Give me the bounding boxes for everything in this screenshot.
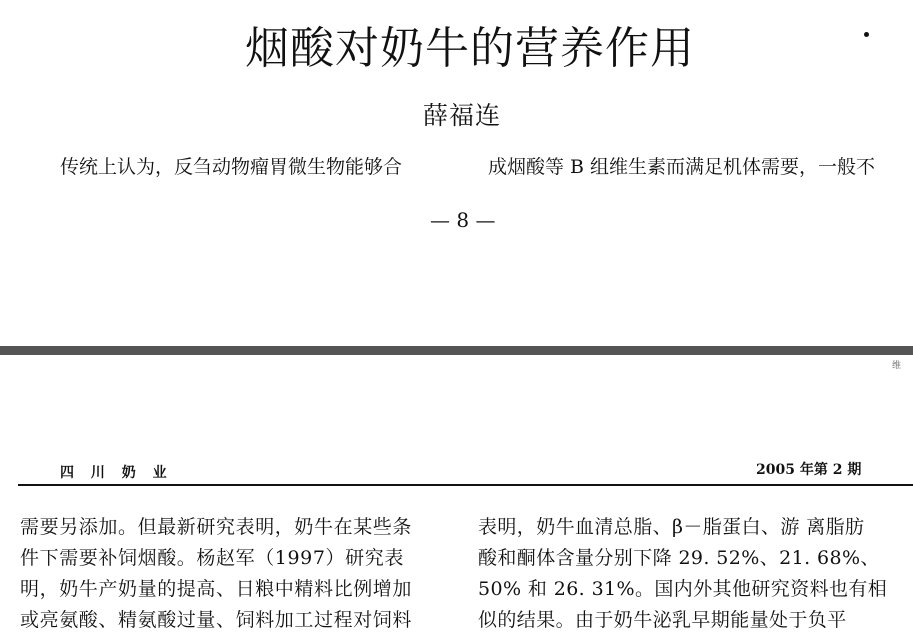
intro-text-right: 成烟酸等 B 组维生素而满足机体需要，一般不 xyxy=(488,156,876,178)
text-line: 50% 和 26. 31%。国内外其他研究资料也有相 xyxy=(478,578,888,600)
body-column-right xyxy=(478,512,887,636)
journal-name: 四 川 奶 业 xyxy=(60,465,173,481)
header-rule xyxy=(18,484,913,486)
author-name: 薛福连 xyxy=(423,101,502,130)
page-number: — 8 — xyxy=(430,208,496,232)
intro-text-left: 传统上认为，反刍动物瘤胃微生物能够合 xyxy=(60,156,403,178)
ink-dot xyxy=(864,32,869,37)
issue-info: 2005 年第 2 期 xyxy=(756,462,862,478)
page-divider xyxy=(0,346,913,355)
text-line: 酸和酮体含量分别下降 29. 52%、21. 68%、 xyxy=(478,547,880,569)
text-line: 表明，奶牛血清总脂、β－脂蛋白、游 离脂肪 xyxy=(478,516,865,538)
text-line: 似的结果。由于奶牛泌乳早期能量处于负平 xyxy=(478,609,847,631)
text-line: 需要另添加。但最新研究表明，奶牛在某些条 xyxy=(20,516,413,538)
text-line: 件下需要补饲烟酸。杨赵军（1997）研究表 xyxy=(20,547,404,569)
text-line: 明，奶牛产奶量的提高、日粮中精料比例增加 xyxy=(20,578,413,600)
body-column-left xyxy=(20,512,412,636)
side-margin-mark: 维 xyxy=(892,361,902,371)
text-line: 或亮氨酸、精氨酸过量、饲料加工过程对饲料 xyxy=(20,609,413,631)
article-title: 烟酸对奶牛的营养作用 xyxy=(245,23,695,74)
